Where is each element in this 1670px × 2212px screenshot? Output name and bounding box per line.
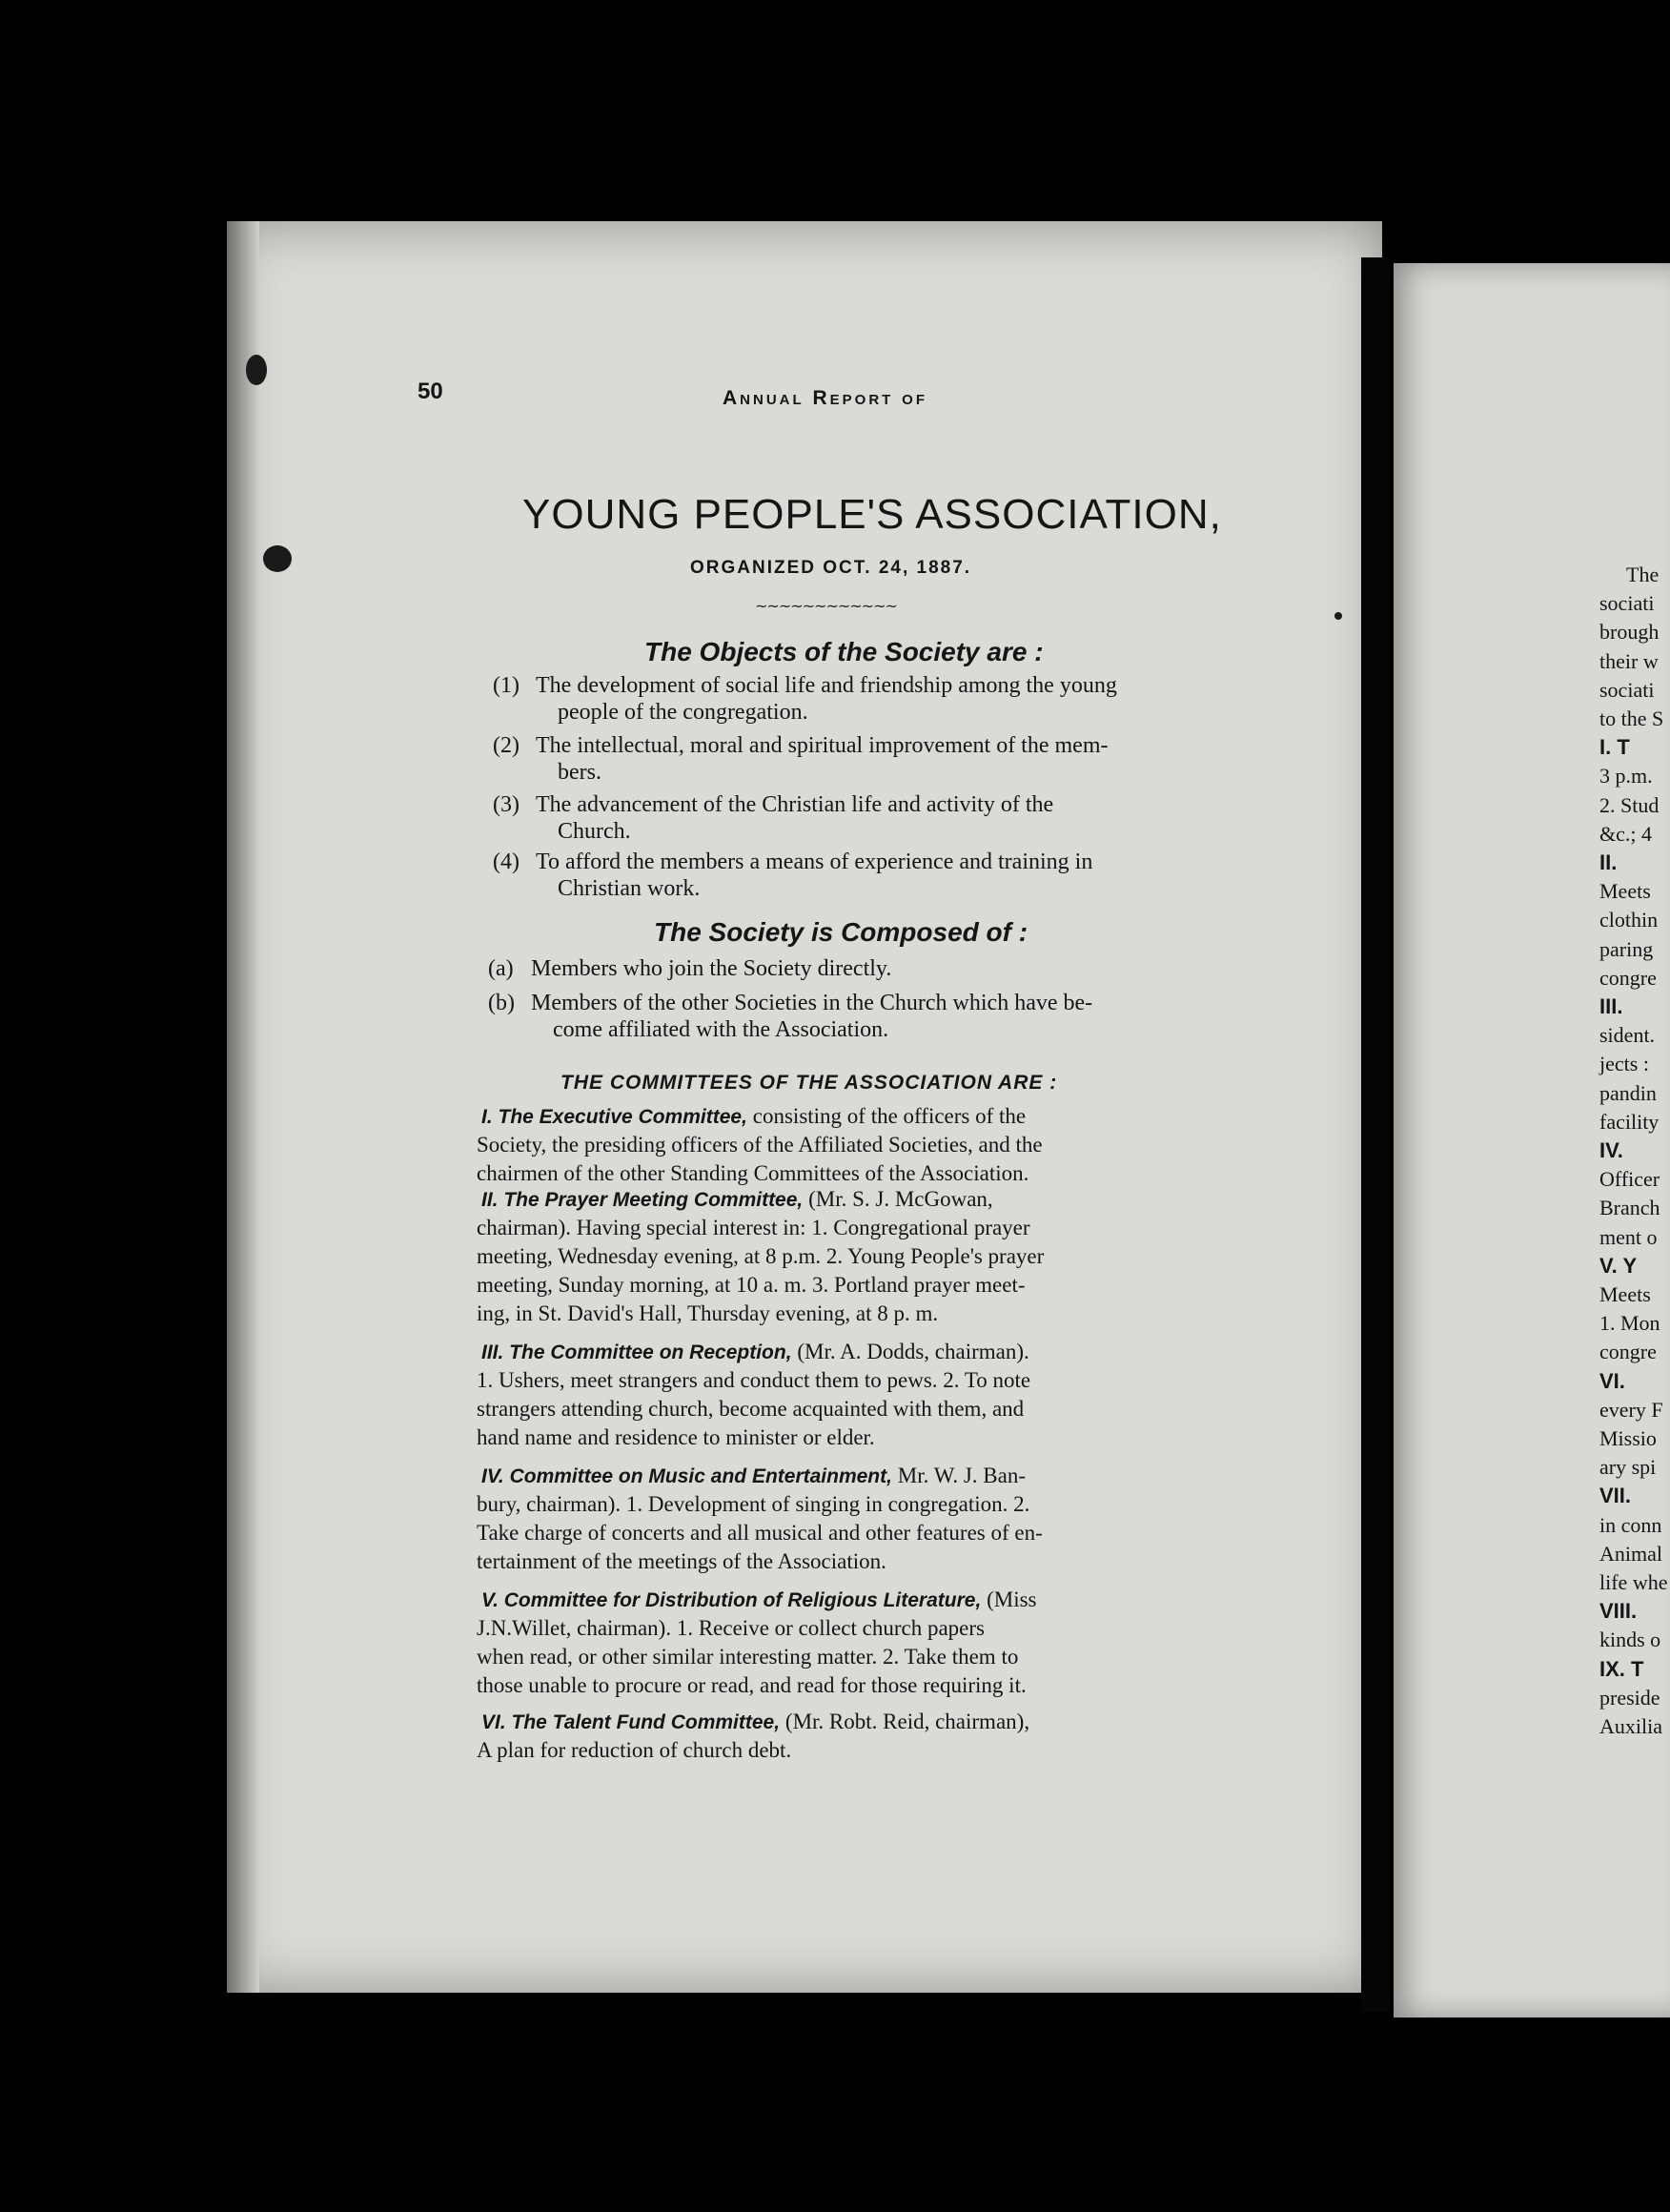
committee-entry-first-line	[481, 1710, 1029, 1734]
committee-text-line: hand name and residence to minister or elder.	[477, 1425, 875, 1449]
composed-heading: The Society is Composed of :	[654, 917, 1028, 947]
right-page-fragment: congre	[1599, 1340, 1657, 1363]
item-text-cont: bers.	[558, 760, 601, 785]
committee-text: (Mr. Robt. Reid, chairman),	[784, 1710, 1030, 1733]
right-page-fragment: Meets	[1599, 879, 1651, 903]
committee-text: consisting of the officers of the	[752, 1104, 1027, 1128]
right-page-fragment: III.	[1599, 994, 1623, 1018]
item-text: The development of social life and friendship among the young	[536, 673, 1117, 698]
right-page-fragment: to the S	[1599, 707, 1664, 730]
item-text-cont: Christian work.	[558, 876, 701, 901]
right-page-fragment: facility	[1599, 1110, 1660, 1134]
committee-text-line: meeting, Sunday morning, at 10 a. m. 3. Portland prayer meet-	[477, 1273, 1026, 1297]
item-text-cont: come affiliated with the Association.	[553, 1017, 889, 1042]
book-gutter	[1361, 257, 1390, 2012]
right-page-fragment: IX. T	[1599, 1657, 1644, 1681]
right-page-fragment: brough	[1599, 620, 1660, 644]
right-page-fragment: jects :	[1599, 1052, 1649, 1075]
right-page-fragment: preside	[1599, 1686, 1660, 1710]
committee-text-line: J.N.Willet, chairman). 1. Receive or collect church papers	[477, 1616, 985, 1640]
committee-text-line: chairman). Having special interest in: 1. Congregational prayer	[477, 1216, 1030, 1239]
right-page-fragment: sociati	[1599, 591, 1655, 615]
right-page-fragment: paring	[1599, 937, 1654, 961]
committee-entry-first-line	[481, 1340, 1029, 1364]
objects-heading: The Objects of the Society are :	[644, 637, 1044, 666]
committee-text-line: tertainment of the meetings of the Association.	[477, 1549, 886, 1573]
right-page-fragment: ment o	[1599, 1225, 1658, 1249]
item-number: (2)	[493, 733, 519, 758]
right-page-fragment: Auxilia	[1599, 1714, 1662, 1738]
right-page-fragment: in conn	[1599, 1513, 1662, 1537]
right-page-fragment: 3 p.m.	[1599, 764, 1653, 788]
page-spot	[263, 545, 292, 572]
page-spot	[246, 355, 267, 385]
item-text-cont: Church.	[558, 819, 631, 844]
committee-entry-first-line	[481, 1187, 993, 1212]
running-title: Annual Report of	[723, 387, 927, 409]
page-title: YOUNG PEOPLE'S ASSOCIATION,	[522, 491, 1222, 538]
right-page-fragment: clothin	[1599, 908, 1659, 932]
committee-text-line: chairmen of the other Standing Committees of the Association.	[477, 1161, 1029, 1185]
page-number: 50	[418, 379, 443, 404]
right-page-fragment: life whe	[1599, 1570, 1668, 1594]
right-page-fragment: Missio	[1599, 1426, 1657, 1450]
committee-text-line: strangers attending church, become acquainted with them, and	[477, 1397, 1025, 1421]
committee-text: (Mr. A. Dodds, chairman).	[797, 1340, 1029, 1363]
item-text: The intellectual, moral and spiritual improvement of the mem-	[536, 733, 1109, 758]
right-page-fragment: pandin	[1599, 1081, 1657, 1105]
right-page-fragment: IV.	[1599, 1138, 1623, 1162]
right-page-fragment: I. T	[1599, 735, 1630, 759]
committee-label: V. Committee for Distribution of Religious Literature,	[481, 1589, 988, 1611]
committee-label: III. The Committee on Reception,	[481, 1342, 798, 1363]
right-page-fragment: II.	[1599, 850, 1618, 874]
committee-text-line: bury, chairman). 1. Development of singing in congregation. 2.	[477, 1492, 1030, 1516]
right-page-fragment: VII.	[1599, 1484, 1632, 1507]
committee-entry-first-line	[481, 1587, 1037, 1612]
right-page-fragment: every F	[1599, 1398, 1663, 1422]
committee-text-line: 1. Ushers, meet strangers and conduct them to pews. 2. To note	[477, 1368, 1031, 1392]
item-number: (4)	[493, 850, 519, 874]
right-page-fragment: Officer	[1599, 1167, 1660, 1191]
right-page-fragment: VI.	[1599, 1369, 1625, 1393]
right-page-fragment: kinds o	[1599, 1628, 1661, 1651]
right-page	[1394, 263, 1670, 2017]
committee-text: (Miss	[987, 1587, 1037, 1611]
item-text-cont: people of the congregation.	[558, 700, 808, 725]
committee-text-line: meeting, Wednesday evening, at 8 p.m. 2. Young People's prayer	[477, 1244, 1045, 1268]
page-subtitle: ORGANIZED OCT. 24, 1887.	[690, 558, 972, 578]
item-number: (b)	[488, 991, 515, 1015]
right-page-fragment: &c.; 4	[1599, 822, 1652, 846]
right-page-fragment: 1. Mon	[1599, 1311, 1660, 1335]
committee-text-line: Take charge of concerts and all musical and other features of en-	[477, 1521, 1043, 1545]
title-flourish: ~~~~~~~~~~~~	[755, 597, 897, 615]
committee-label: VI. The Talent Fund Committee,	[481, 1711, 785, 1733]
committee-text-line: those unable to procure or read, and read for those requiring it.	[477, 1673, 1027, 1697]
item-number: (a)	[488, 956, 514, 981]
committee-text: (Mr. S. J. McGowan,	[808, 1187, 993, 1211]
right-page-fragment: Animal	[1599, 1542, 1662, 1566]
item-text: To afford the members a means of experience and training in	[536, 850, 1093, 874]
right-page-fragment: 2. Stud	[1599, 793, 1660, 817]
committee-label: IV. Committee on Music and Entertainment,	[481, 1465, 898, 1487]
committee-entry-first-line	[481, 1464, 1026, 1488]
right-page-fragment: VIII.	[1599, 1599, 1638, 1623]
committee-text: Mr. W. J. Ban-	[897, 1464, 1026, 1487]
committee-text-line: A plan for reduction of church debt.	[477, 1738, 792, 1762]
right-page-fragment: Branch	[1599, 1196, 1660, 1219]
committee-text-line: when read, or other similar interesting matter. 2. Take them to	[477, 1645, 1019, 1669]
item-number: (3)	[493, 792, 519, 817]
right-page-fragment: V. Y	[1599, 1254, 1638, 1278]
page-spot	[1334, 612, 1342, 620]
item-text: Members of the other Societies in the Church which have be-	[531, 991, 1093, 1015]
committee-text-line: ing, in St. David's Hall, Thursday evening, at 8 p. m.	[477, 1301, 939, 1325]
right-page-fragment: sident.	[1599, 1023, 1656, 1047]
right-page-fragment: ary spi	[1599, 1455, 1657, 1479]
right-page-fragment: sociati	[1599, 678, 1655, 702]
item-text: Members who join the Society directly.	[531, 956, 892, 981]
committee-text-line: Society, the presiding officers of the Affiliated Societies, and the	[477, 1133, 1043, 1157]
right-page-fragment: their w	[1599, 649, 1659, 673]
committee-entry-first-line	[481, 1104, 1026, 1129]
item-text: The advancement of the Christian life and activity of the	[536, 792, 1054, 817]
committee-label: I. The Executive Committee,	[481, 1106, 753, 1128]
item-number: (1)	[493, 673, 519, 698]
right-page-fragment: The	[1626, 563, 1660, 586]
right-page-fragment: congre	[1599, 966, 1657, 990]
committees-heading: THE COMMITTEES OF THE ASSOCIATION ARE :	[560, 1072, 1058, 1094]
committee-label: II. The Prayer Meeting Committee,	[481, 1189, 809, 1211]
right-page-fragment: Meets	[1599, 1282, 1651, 1306]
